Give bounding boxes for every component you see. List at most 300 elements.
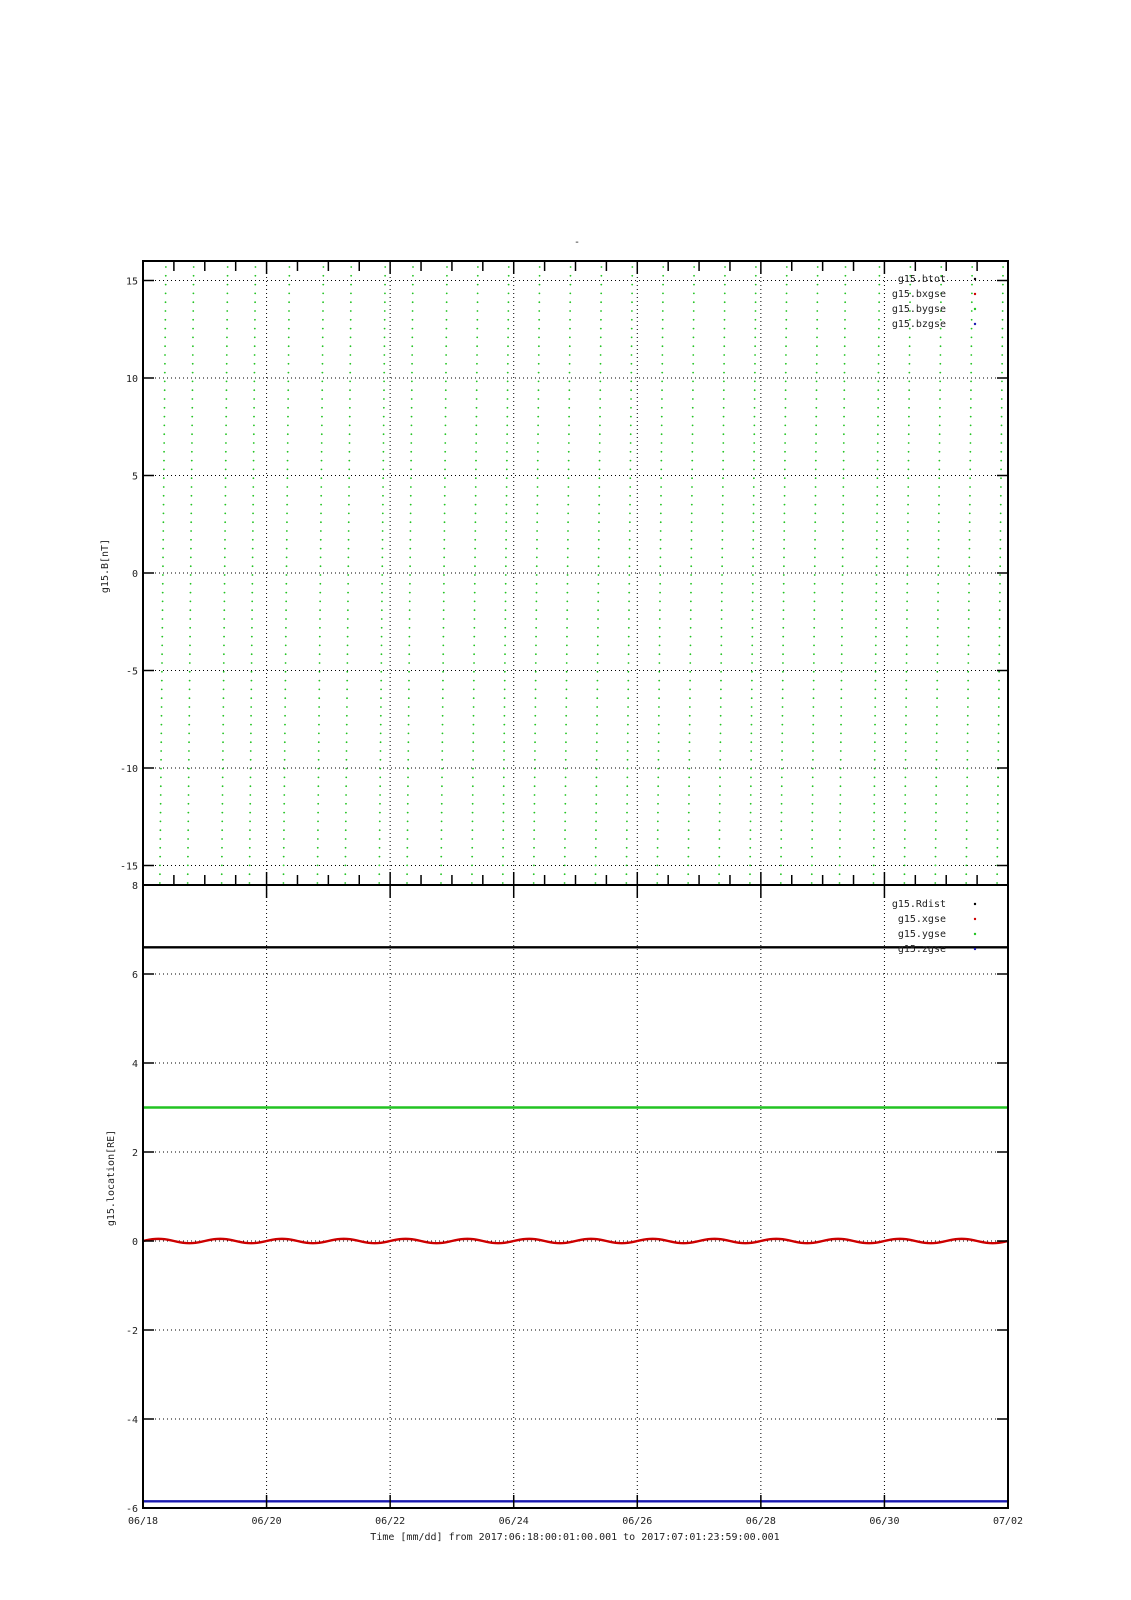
bygse-point — [876, 574, 878, 576]
bygse-point — [937, 653, 939, 655]
bygse-point — [254, 328, 256, 330]
bygse-point — [627, 715, 629, 717]
bygse-point — [381, 653, 383, 655]
bygse-point — [192, 363, 194, 365]
bygse-point — [692, 433, 694, 435]
bygse-point — [999, 636, 1001, 638]
bygse-point — [225, 477, 227, 479]
bygse-point — [627, 724, 629, 726]
bygse-point — [534, 777, 536, 779]
bygse-point — [317, 865, 319, 867]
bygse-point — [188, 768, 190, 770]
bygse-point — [505, 539, 507, 541]
bygse-point — [568, 486, 570, 488]
bygse-point — [812, 777, 814, 779]
bygse-point — [249, 847, 251, 849]
bygse-point — [600, 328, 602, 330]
bygse-point — [693, 301, 695, 303]
bygse-point — [879, 266, 881, 268]
bygse-point — [937, 662, 939, 664]
bygse-point — [812, 733, 814, 735]
bygse-point — [595, 847, 597, 849]
bygse-point — [970, 442, 972, 444]
bygse-point — [873, 794, 875, 796]
bygse-point — [503, 750, 505, 752]
bygse-point — [935, 829, 937, 831]
bygse-point — [474, 609, 476, 611]
bygse-point — [755, 284, 757, 286]
bygse-point — [445, 363, 447, 365]
bygse-point — [538, 381, 540, 383]
bygse-point — [999, 627, 1001, 629]
bygse-point — [631, 284, 633, 286]
bygse-point — [878, 319, 880, 321]
bygse-point — [506, 460, 508, 462]
bygse-point — [724, 293, 726, 295]
bygse-point — [350, 310, 352, 312]
bygse-point — [471, 873, 473, 875]
bygse-point — [285, 618, 287, 620]
bygse-point — [659, 653, 661, 655]
bygse-point — [412, 284, 414, 286]
bygse-point — [657, 856, 659, 858]
bygse-point — [662, 293, 664, 295]
bygse-point — [226, 328, 228, 330]
bygse-point — [938, 469, 940, 471]
bygse-point — [382, 469, 384, 471]
bygse-point — [785, 398, 787, 400]
bygse-point — [844, 328, 846, 330]
bygse-point — [163, 451, 165, 453]
bygse-point — [320, 565, 322, 567]
bygse-point — [287, 460, 289, 462]
bygse-point — [323, 266, 325, 268]
bygse-point — [999, 557, 1001, 559]
bygse-point — [226, 381, 228, 383]
bygse-point — [939, 363, 941, 365]
bygse-point — [630, 398, 632, 400]
bygse-point — [442, 662, 444, 664]
bygse-point — [598, 521, 600, 523]
bygse-point — [815, 407, 817, 409]
bygse-point — [188, 794, 190, 796]
bygse-point — [508, 284, 510, 286]
bygse-point — [689, 724, 691, 726]
bygse-point — [875, 680, 877, 682]
bygse-point — [475, 513, 477, 515]
bygse-point — [999, 565, 1001, 567]
bygse-point — [723, 381, 725, 383]
bygse-point — [876, 530, 878, 532]
bygse-point — [970, 372, 972, 374]
bygse-point — [784, 486, 786, 488]
bygse-point — [840, 715, 842, 717]
bygse-point — [506, 504, 508, 506]
bygse-point — [384, 319, 386, 321]
bygse-point — [904, 865, 906, 867]
bygse-point — [595, 829, 597, 831]
bygse-point — [411, 407, 413, 409]
bygse-point — [839, 856, 841, 858]
bygse-point — [780, 882, 782, 884]
bygse-point — [223, 645, 225, 647]
bygse-point — [534, 706, 536, 708]
bygse-point — [721, 592, 723, 594]
bygse-point — [966, 803, 968, 805]
bygse-point — [534, 750, 536, 752]
bygse-point — [251, 636, 253, 638]
bygse-point — [599, 469, 601, 471]
bygse-point — [722, 460, 724, 462]
bygse-point — [565, 768, 567, 770]
bygse-point — [934, 873, 936, 875]
bygse-point — [908, 372, 910, 374]
bygse-point — [938, 521, 940, 523]
bygse-point — [193, 293, 195, 295]
bygse-point — [471, 882, 473, 884]
bygse-point — [476, 416, 478, 418]
bygse-point — [162, 618, 164, 620]
bygse-point — [384, 275, 386, 277]
bygse-point — [969, 521, 971, 523]
bygse-point — [688, 759, 690, 761]
bygse-point — [191, 495, 193, 497]
bygse-point — [411, 398, 413, 400]
bygse-point — [383, 451, 385, 453]
bygse-point — [566, 627, 568, 629]
bygse-point — [997, 829, 999, 831]
bygse-point — [999, 583, 1001, 585]
bygse-point — [224, 583, 226, 585]
bygse-point — [657, 794, 659, 796]
bygse-point — [189, 697, 191, 699]
bygse-point — [630, 416, 632, 418]
bygse-point — [874, 706, 876, 708]
bygse-point — [755, 293, 757, 295]
bygse-point — [599, 442, 601, 444]
bygse-point — [688, 821, 690, 823]
bygse-point — [755, 310, 757, 312]
bygse-point — [505, 530, 507, 532]
bygse-point — [724, 310, 726, 312]
bygse-point — [221, 873, 223, 875]
bygse-point — [658, 715, 660, 717]
bygse-point — [505, 592, 507, 594]
bygse-point — [535, 609, 537, 611]
bygse-point — [379, 785, 381, 787]
bygse-point — [840, 768, 842, 770]
bygse-point — [721, 627, 723, 629]
bygse-point — [812, 803, 814, 805]
bygse-point — [998, 653, 1000, 655]
bygse-point — [407, 750, 409, 752]
bygse-point — [346, 741, 348, 743]
bygse-point — [785, 363, 787, 365]
bygse-point — [814, 539, 816, 541]
bygse-point — [159, 865, 161, 867]
bygse-point — [660, 460, 662, 462]
bygse-point — [192, 372, 194, 374]
bygse-point — [878, 363, 880, 365]
bygse-point — [505, 565, 507, 567]
bygse-point — [412, 275, 414, 277]
bygse-point — [906, 609, 908, 611]
bygse-point — [189, 609, 191, 611]
bygse-point — [814, 513, 816, 515]
bygse-point — [935, 785, 937, 787]
bygse-point — [968, 627, 970, 629]
bygse-point — [785, 337, 787, 339]
bygse-point — [811, 882, 813, 884]
x-tick-label: 06/28 — [745, 1516, 776, 1527]
bygse-point — [223, 662, 225, 664]
bygse-point — [536, 565, 538, 567]
bygse-point — [565, 733, 567, 735]
bygse-point — [225, 416, 227, 418]
bygse-point — [250, 768, 252, 770]
bygse-point — [443, 574, 445, 576]
bygse-point — [533, 829, 535, 831]
bygse-point — [661, 407, 663, 409]
y-tick-label: 5 — [131, 471, 138, 483]
bygse-point — [345, 777, 347, 779]
bygse-point — [781, 759, 783, 761]
bygse-point — [165, 310, 167, 312]
bygse-point — [965, 873, 967, 875]
bygse-point — [504, 671, 506, 673]
bygse-point — [507, 372, 509, 374]
bygse-point — [968, 574, 970, 576]
bygse-point — [252, 574, 254, 576]
bygse-point — [446, 266, 448, 268]
bygse-point — [841, 601, 843, 603]
bygse-point — [689, 662, 691, 664]
bygse-point — [254, 363, 256, 365]
bygse-point — [250, 697, 252, 699]
bygse-point — [720, 653, 722, 655]
bygse-point — [998, 733, 1000, 735]
bygse-point — [873, 812, 875, 814]
bygse-point — [723, 337, 725, 339]
bygse-point — [347, 557, 349, 559]
bygse-point — [224, 530, 226, 532]
bygse-point — [164, 354, 166, 356]
bygse-point — [784, 460, 786, 462]
bygse-point — [724, 275, 726, 277]
bygse-point — [163, 486, 165, 488]
bygse-point — [165, 275, 167, 277]
bygse-point — [287, 389, 289, 391]
bygse-point — [840, 741, 842, 743]
bygse-point — [938, 539, 940, 541]
bygse-point — [537, 495, 539, 497]
bygse-point — [596, 741, 598, 743]
bygse-point — [814, 565, 816, 567]
bygse-point — [538, 319, 540, 321]
bygse-point — [627, 689, 629, 691]
bygse-point — [723, 363, 725, 365]
bygse-point — [165, 284, 167, 286]
bygse-point — [534, 759, 536, 761]
bygse-point — [935, 794, 937, 796]
bygse-point — [505, 609, 507, 611]
bygse-point — [443, 627, 445, 629]
bygse-point — [659, 645, 661, 647]
bygse-point — [534, 803, 536, 805]
bygse-point — [720, 689, 722, 691]
bygse-point — [600, 345, 602, 347]
bygse-point — [320, 495, 322, 497]
bygse-point — [533, 882, 535, 884]
bygse-point — [502, 847, 504, 849]
bygse-point — [322, 328, 324, 330]
bygse-point — [534, 733, 536, 735]
bygse-point — [474, 601, 476, 603]
bygse-point — [473, 706, 475, 708]
bygse-point — [840, 785, 842, 787]
bygse-point — [873, 882, 875, 884]
bygse-point — [812, 715, 814, 717]
bygse-point — [629, 513, 631, 515]
bygse-point — [631, 310, 633, 312]
bygse-point — [443, 565, 445, 567]
bygse-point — [687, 856, 689, 858]
bygse-point — [751, 680, 753, 682]
bygse-point — [409, 627, 411, 629]
y-tick-label: 0 — [131, 1237, 138, 1248]
bygse-point — [345, 829, 347, 831]
bygse-point — [754, 363, 756, 365]
bygse-point — [533, 865, 535, 867]
bygse-point — [502, 856, 504, 858]
bygse-point — [693, 337, 695, 339]
bygse-point — [906, 645, 908, 647]
bygse-point — [345, 847, 347, 849]
bygse-point — [626, 803, 628, 805]
bygse-point — [254, 319, 256, 321]
bygse-point — [906, 662, 908, 664]
bygse-point — [628, 645, 630, 647]
bygse-point — [322, 293, 324, 295]
bygse-point — [507, 345, 509, 347]
bygse-point — [935, 865, 937, 867]
bygse-point — [442, 653, 444, 655]
bygse-point — [752, 618, 754, 620]
bygse-point — [691, 486, 693, 488]
bygse-point — [813, 618, 815, 620]
bygse-point — [164, 345, 166, 347]
bygse-point — [441, 829, 443, 831]
bygse-point — [874, 750, 876, 752]
bygse-point — [165, 293, 167, 295]
bygse-point — [569, 284, 571, 286]
bygse-point — [877, 451, 879, 453]
bygse-point — [785, 328, 787, 330]
bygse-point — [908, 442, 910, 444]
bygse-point — [384, 345, 386, 347]
bygse-point — [723, 425, 725, 427]
bygse-point — [627, 697, 629, 699]
bygse-point — [662, 284, 664, 286]
bygse-point — [811, 812, 813, 814]
bygse-point — [285, 609, 287, 611]
bygse-point — [627, 768, 629, 770]
bygse-point — [191, 442, 193, 444]
bygse-point — [348, 504, 350, 506]
bygse-point — [1000, 460, 1002, 462]
bygse-point — [785, 372, 787, 374]
bygse-point — [661, 451, 663, 453]
bygse-point — [999, 601, 1001, 603]
bygse-point — [595, 873, 597, 875]
bygse-point — [507, 398, 509, 400]
bygse-point — [382, 486, 384, 488]
bygse-point — [408, 680, 410, 682]
bygse-point — [996, 882, 998, 884]
legend-marker — [974, 948, 976, 950]
bygse-point — [567, 521, 569, 523]
bygse-point — [567, 583, 569, 585]
bygse-point — [565, 759, 567, 761]
bygse-point — [906, 583, 908, 585]
bygse-point — [970, 381, 972, 383]
bygse-point — [1001, 389, 1003, 391]
bygse-point — [161, 715, 163, 717]
bygse-point — [783, 592, 785, 594]
bygse-point — [187, 847, 189, 849]
bygse-point — [816, 319, 818, 321]
legend-marker — [974, 323, 976, 325]
bygse-point — [999, 592, 1001, 594]
bygse-point — [444, 513, 446, 515]
bygse-point — [502, 865, 504, 867]
bygse-point — [349, 381, 351, 383]
bygse-point — [873, 865, 875, 867]
bygse-point — [444, 521, 446, 523]
bygse-point — [224, 504, 226, 506]
bygse-point — [534, 768, 536, 770]
bygse-point — [384, 328, 386, 330]
bygse-point — [345, 838, 347, 840]
bygse-point — [784, 504, 786, 506]
bygse-point — [505, 521, 507, 523]
bygse-point — [1002, 275, 1004, 277]
bygse-point — [504, 715, 506, 717]
bygse-point — [502, 821, 504, 823]
bygse-point — [909, 337, 911, 339]
bygse-point — [908, 460, 910, 462]
bygse-point — [348, 548, 350, 550]
bygse-point — [874, 741, 876, 743]
bygse-point — [568, 433, 570, 435]
bygse-point — [163, 460, 165, 462]
bygse-point — [997, 821, 999, 823]
bygse-point — [472, 733, 474, 735]
bygse-point — [192, 337, 194, 339]
bygse-point — [691, 513, 693, 515]
bygse-point — [970, 416, 972, 418]
bygse-point — [998, 662, 1000, 664]
bygse-point — [409, 565, 411, 567]
bygse-point — [693, 284, 695, 286]
bygse-point — [939, 425, 941, 427]
bygse-point — [967, 653, 969, 655]
bygse-point — [223, 627, 225, 629]
bygse-point — [539, 284, 541, 286]
bygse-point — [406, 873, 408, 875]
legend-marker — [974, 903, 976, 905]
bygse-point — [444, 504, 446, 506]
